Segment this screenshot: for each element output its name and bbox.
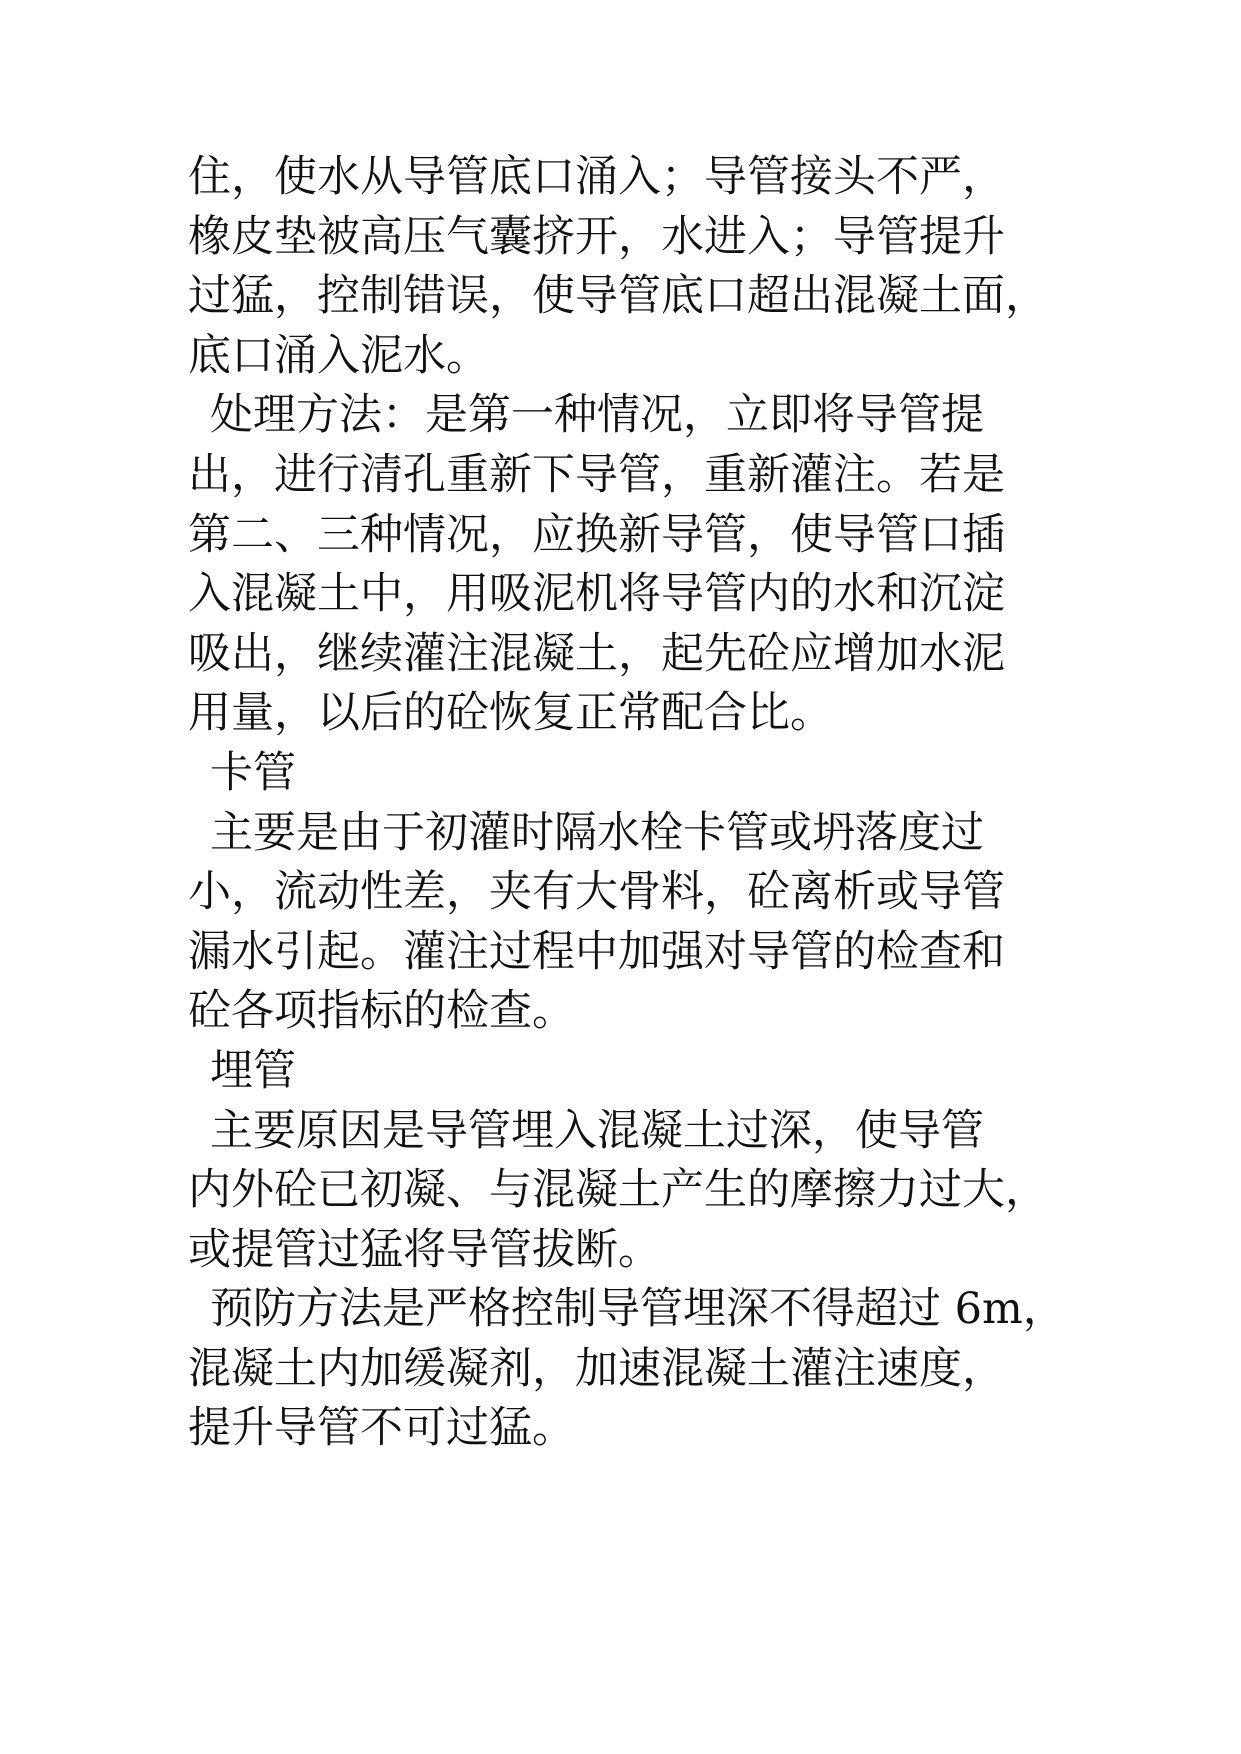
text-line: 住，使水从导管底口涌入；导管接头不严， [188, 152, 1005, 202]
paragraph-start-line: 处理方法：是第一种情况，立即将导管提 [210, 390, 984, 441]
text-line: 橡皮垫被高压气囊挤开，水进入；导管提升 [188, 211, 1005, 262]
text-line: 第二、三种情况，应换新导管，使导管口插 [188, 509, 1005, 560]
text-line: 内外砼已初凝、与混凝土产生的摩擦力过大， [188, 1165, 1048, 1216]
section-heading: 卡管 [210, 747, 296, 798]
text-line: 混凝土内加缓凝剂，加速混凝土灌注速度， [188, 1343, 1005, 1394]
text-line: 底口涌入泥水。 [188, 330, 489, 381]
document-body [188, 148, 1068, 1459]
text-line: 过猛，控制错误，使导管底口超出混凝土面， [188, 271, 1048, 322]
text-line: 提升导管不可过猛。 [188, 1403, 575, 1454]
section-heading: 埋管 [210, 1045, 296, 1096]
paragraph-start-line: 主要是由于初灌时隔水栓卡管或坍落度过 [210, 807, 984, 858]
paragraph-start-line: 主要原因是导管埋入混凝土过深，使导管 [210, 1105, 984, 1156]
text-line: 出，进行清孔重新下导管，重新灌注。若是 [188, 449, 1005, 500]
text-line: 入混凝土中，用吸泥机将导管内的水和沉淀 [188, 569, 1005, 620]
text-line: 吸出，继续灌注混凝土，起先砼应增加水泥 [188, 628, 1005, 679]
text-line: 或提管过猛将导管拔断。 [188, 1224, 661, 1275]
text-line: 砼各项指标的检查。 [188, 986, 575, 1037]
text-line: 小，流动性差，夹有大骨料，砼离析或导管 [188, 867, 1005, 918]
text-line: 漏水引起。灌注过程中加强对导管的检查和 [188, 926, 1005, 977]
paragraph-start-line: 预防方法是严格控制导管埋深不得超过 6m， [210, 1284, 1066, 1335]
text-line: 用量，以后的砼恢复正常配合比。 [188, 688, 833, 739]
